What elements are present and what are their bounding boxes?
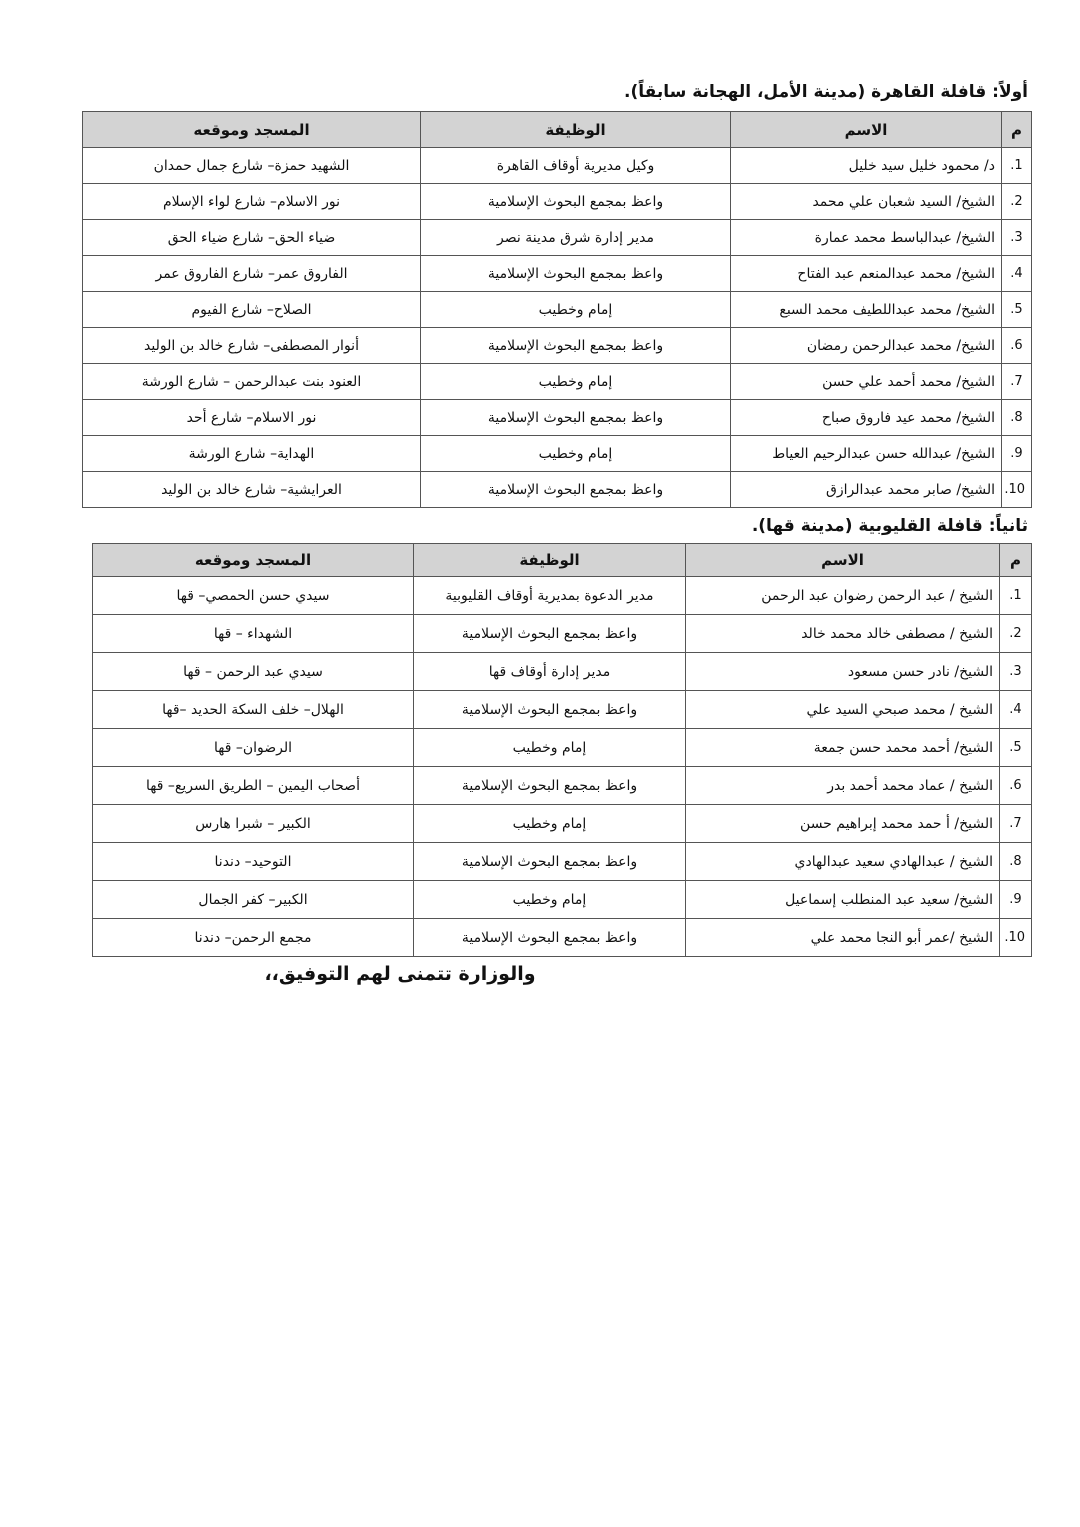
person-name: الشيخ /عمر أبو النجا محمد علي (686, 919, 1000, 957)
section1-title: أولاً: قافلة القاهرة (مدينة الأمل، الهجانة سابقاً). (624, 82, 1028, 102)
row-number: 6. (1002, 328, 1032, 364)
table-row (83, 148, 1032, 184)
section2-title: ثانياً: قافلة القليوبية (مدينة قها). (751, 516, 1028, 536)
section1-header-row (83, 112, 1032, 148)
mosque-location: الصلاح– شارع الفيوم (83, 292, 421, 328)
row-number: 9. (1000, 881, 1032, 919)
job-title: إمام وخطيب (421, 436, 731, 472)
row-number: 3. (1002, 220, 1032, 256)
job-title: واعظ بمجمع البحوث الإسلامية (421, 472, 731, 508)
row-number: 5. (1002, 292, 1032, 328)
mosque-location: الشهداء – قها (93, 615, 414, 653)
row-number: 10. (1002, 472, 1032, 508)
table-row (83, 364, 1032, 400)
job-title: إمام وخطيب (414, 881, 686, 919)
table-row (93, 881, 1032, 919)
person-name: د/ محمود خليل سيد خليل (731, 148, 1002, 184)
row-number: 6. (1000, 767, 1032, 805)
mosque-location: أنوار المصطفى– شارع خالد بن الوليد (83, 328, 421, 364)
job-title: واعظ بمجمع البحوث الإسلامية (421, 328, 731, 364)
header-num: م (1000, 544, 1032, 577)
mosque-location: نور الاسلام– شارع أحد (83, 400, 421, 436)
table-row (93, 729, 1032, 767)
table-row (93, 577, 1032, 615)
header-mosque: المسجد وموقعه (93, 544, 414, 577)
person-name: الشيخ / مصطفى خالد محمد خالد (686, 615, 1000, 653)
person-name: الشيخ / محمد صبحي السيد علي (686, 691, 1000, 729)
table-row (93, 653, 1032, 691)
table-row (83, 472, 1032, 508)
row-number: 4. (1002, 256, 1032, 292)
job-title: واعظ بمجمع البحوث الإسلامية (421, 184, 731, 220)
row-number: 1. (1000, 577, 1032, 615)
person-name: الشيخ/ محمد عبدالمنعم عبد الفتاح (731, 256, 1002, 292)
job-title: واعظ بمجمع البحوث الإسلامية (414, 843, 686, 881)
row-number: 2. (1002, 184, 1032, 220)
job-title: مدير إدارة أوقاف قها (414, 653, 686, 691)
mosque-location: التوحيد– دندنا (93, 843, 414, 881)
mosque-location: سيدي حسن الحمصي– قها (93, 577, 414, 615)
row-number: 10. (1000, 919, 1032, 957)
table-row (93, 919, 1032, 957)
job-title: مدير الدعوة بمديرية أوقاف القليوبية (414, 577, 686, 615)
person-name: الشيخ/ محمد عبدالرحمن رمضان (731, 328, 1002, 364)
person-name: الشيخ/ عبدالباسط محمد عمارة (731, 220, 1002, 256)
mosque-location: العرايشية– شارع خالد بن الوليد (83, 472, 421, 508)
mosque-location: سيدي عبد الرحمن – قها (93, 653, 414, 691)
row-number: 7. (1000, 805, 1032, 843)
mosque-location: مجمع الرحمن– دندنا (93, 919, 414, 957)
row-number: 5. (1000, 729, 1032, 767)
table-row (83, 400, 1032, 436)
header-name: الاسم (686, 544, 1000, 577)
person-name: الشيخ / عبدالهادي سعيد عبدالهادي (686, 843, 1000, 881)
person-name: الشيخ/ محمد عيد فاروق صباح (731, 400, 1002, 436)
mosque-location: الكبير – شبرا هارس (93, 805, 414, 843)
person-name: الشيخ / عماد محمد أحمد بدر (686, 767, 1000, 805)
mosque-location: ضياء الحق– شارع ضياء الحق (83, 220, 421, 256)
job-title: واعظ بمجمع البحوث الإسلامية (421, 400, 731, 436)
person-name: الشيخ/ السيد شعبان علي محمد (731, 184, 1002, 220)
row-number: 8. (1000, 843, 1032, 881)
table-row (83, 292, 1032, 328)
person-name: الشيخ/ أحمد محمد حسن جمعة (686, 729, 1000, 767)
section1-table (82, 111, 1032, 508)
job-title: واعظ بمجمع البحوث الإسلامية (421, 256, 731, 292)
row-number: 9. (1002, 436, 1032, 472)
row-number: 2. (1000, 615, 1032, 653)
table-row (93, 805, 1032, 843)
job-title: واعظ بمجمع البحوث الإسلامية (414, 615, 686, 653)
mosque-location: أصحاب اليمين – الطريق السريع– قها (93, 767, 414, 805)
job-title: وكيل مديرية أوقاف القاهرة (421, 148, 731, 184)
table-row (83, 328, 1032, 364)
header-mosque: المسجد وموقعه (83, 112, 421, 148)
table-row (93, 615, 1032, 653)
mosque-location: الكبير– كفر الجمال (93, 881, 414, 919)
person-name: الشيخ/ أ حمد محمد إبراهيم حسن (686, 805, 1000, 843)
table-row (93, 843, 1032, 881)
job-title: إمام وخطيب (414, 729, 686, 767)
header-job: الوظيفة (421, 112, 731, 148)
header-num: م (1002, 112, 1032, 148)
job-title: واعظ بمجمع البحوث الإسلامية (414, 767, 686, 805)
person-name: الشيخ/ صابر محمد عبدالرازق (731, 472, 1002, 508)
table-row (83, 184, 1032, 220)
person-name: الشيخ/ محمد أحمد علي حسن (731, 364, 1002, 400)
mosque-location: الهلال– خلف السكة الحديد –قها (93, 691, 414, 729)
mosque-location: الشهيد حمزة– شارع جمال حمدان (83, 148, 421, 184)
job-title: إمام وخطيب (414, 805, 686, 843)
job-title: إمام وخطيب (421, 364, 731, 400)
mosque-location: الفاروق عمر– شارع الفاروق عمر (83, 256, 421, 292)
row-number: 8. (1002, 400, 1032, 436)
mosque-location: الهداية– شارع الورشة (83, 436, 421, 472)
mosque-location: نور الاسلام– شارع لواء الإسلام (83, 184, 421, 220)
table-row (83, 256, 1032, 292)
person-name: الشيخ/ عبدالله حسن عبدالرحيم العياط (731, 436, 1002, 472)
person-name: الشيخ/ نادر حسن مسعود (686, 653, 1000, 691)
section2-table (92, 543, 1032, 957)
row-number: 7. (1002, 364, 1032, 400)
header-job: الوظيفة (414, 544, 686, 577)
table-row (83, 436, 1032, 472)
mosque-location: العنود بنت عبدالرحمن – شارع الورشة (83, 364, 421, 400)
row-number: 3. (1000, 653, 1032, 691)
table-row (83, 220, 1032, 256)
table-row (93, 767, 1032, 805)
job-title: واعظ بمجمع البحوث الإسلامية (414, 691, 686, 729)
closing-note: والوزارة تتمنى لهم التوفيق،، (264, 963, 536, 985)
job-title: إمام وخطيب (421, 292, 731, 328)
mosque-location: الرضوان– قها (93, 729, 414, 767)
person-name: الشيخ/ محمد عبداللطيف محمد السبع (731, 292, 1002, 328)
job-title: مدير إدارة شرق مدينة نصر (421, 220, 731, 256)
person-name: الشيخ/ سعيد عبد المنطلب إسماعيل (686, 881, 1000, 919)
row-number: 4. (1000, 691, 1032, 729)
person-name: الشيخ / عبد الرحمن رضوان عبد الرحمن (686, 577, 1000, 615)
header-name: الاسم (731, 112, 1002, 148)
row-number: 1. (1002, 148, 1032, 184)
section2-header-row (93, 544, 1032, 577)
job-title: واعظ بمجمع البحوث الإسلامية (414, 919, 686, 957)
table-row (93, 691, 1032, 729)
